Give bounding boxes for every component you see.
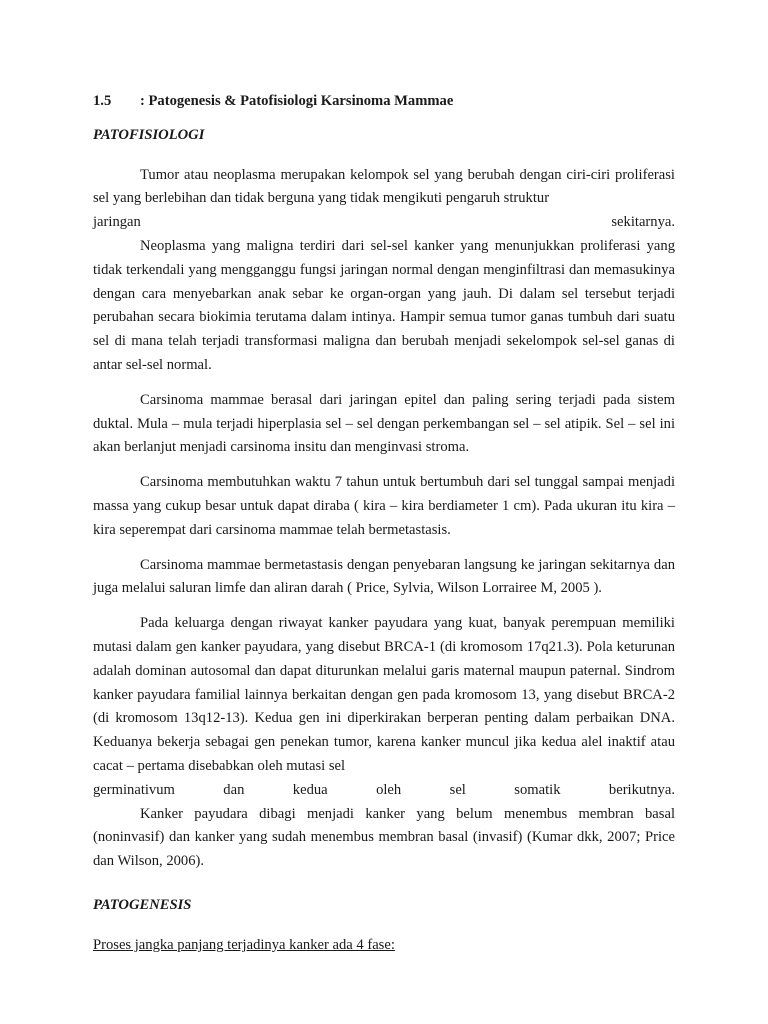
paragraph-tumor-last-line	[93, 211, 675, 235]
word: kedua	[292, 781, 328, 798]
patogenesis-title: PATOGENESIS	[93, 896, 192, 913]
word: germinativum	[93, 781, 175, 798]
patofisiologi-title: PATOFISIOLOGI	[93, 126, 205, 143]
paragraph-carsinoma-epitel: Carsinoma mammae berasal dari jaringan epitel dan paling sering terjadi pada sistem duktal. Mula – mula terjadi hiperplasia sel – sel dengan perkembangan sel – sel atipik. Sel – sel ini akan berlanjut menjadi carsinoma insitu dan menginvasi stroma.	[93, 391, 675, 456]
word: berikutnya.	[608, 781, 675, 798]
patogenesis-intro: Proses jangka panjang terjadinya kanker ada 4 fase:	[93, 936, 395, 953]
section-heading-title: : Patogenesis & Patofisiologi Karsinoma Mammae	[140, 93, 454, 109]
word: dan	[223, 781, 245, 798]
paragraph-genetik-last-line	[93, 779, 675, 803]
paragraph-klasifikasi: Kanker payudara dibagi menjadi kanker yang belum menembus membran basal (noninvasif) dan kanker yang sudah menembus membran basal (invasif) (Kumar dkk, 2007; Price dan Wilson, 2006).	[93, 805, 675, 870]
paragraph-neoplasma: Neoplasma yang maligna terdiri dari sel-sel kanker yang menunjukkan proliferasi yang tidak terkendali yang mengganggu fungsi jaringan normal dengan menginfiltrasi dan memasukinya dengan cara menyebarkan anak sebar ke organ-organ yang jauh. Di dalam sel tersebut terjadi perubahan secara biokimia terutama dalam intinya. Hampir semua tumor ganas tumbuh dari suatu sel di mana telah terjadi transformasi maligna dan berubah menjadi sekelompok sel-sel ganas di antar sel-sel normal.	[93, 237, 675, 373]
paragraph-genetik: Pada keluarga dengan riwayat kanker payudara yang kuat, banyak perempuan memiliki mutasi dalam gen kanker payudara, yang disebut BRCA-1 (di kromosom 17q21.3). Pola keturunan adalah dominan autosomal dan dapat diturunkan melalui garis maternal maupun paternal. Sindrom kanker payudara familial lainnya berkaitan dengan gen pada kromosom 13, yang disebut BRCA-2 (di kromosom 13q12-13). Kedua gen ini diperkirakan berperan penting dalam perbaikan DNA. Keduanya bekerja sebagai gen penekan tumor, karena kanker muncul jika kedua alel inaktif atau cacat – pertama disebabkan oleh mutasi sel	[93, 615, 675, 774]
word-jaringan: jaringan	[93, 214, 141, 231]
word: oleh	[376, 781, 402, 798]
word: somatik	[514, 781, 561, 798]
word-sekitarnya: sekitarnya.	[611, 214, 675, 231]
paragraph-metastasis: Carsinoma mammae bermetastasis dengan penyebaran langsung ke jaringan sekitarnya dan juga melalui saluran limfe dan aliran darah ( Price, Sylvia, Wilson Lorrairee M, 2005 ).	[93, 556, 675, 597]
paragraph-tumor: Tumor atau neoplasma merupakan kelompok sel yang berubah dengan ciri-ciri proliferasi sel yang berlebihan dan tidak berguna yang tidak mengikuti pengaruh struktur	[93, 166, 675, 207]
section-heading	[93, 90, 675, 114]
word: sel	[449, 781, 466, 798]
document-page	[93, 90, 675, 958]
section-number: 1.5	[93, 93, 112, 109]
paragraph-carsinoma-waktu: Carsinoma membutuhkan waktu 7 tahun untuk bertumbuh dari sel tunggal sampai menjadi massa yang cukup besar untuk dapat diraba ( kira – kira berdiameter 1 cm). Pada ukuran itu kira – kira seperempat dari carsinoma mammae telah bermetastasis.	[93, 474, 675, 538]
